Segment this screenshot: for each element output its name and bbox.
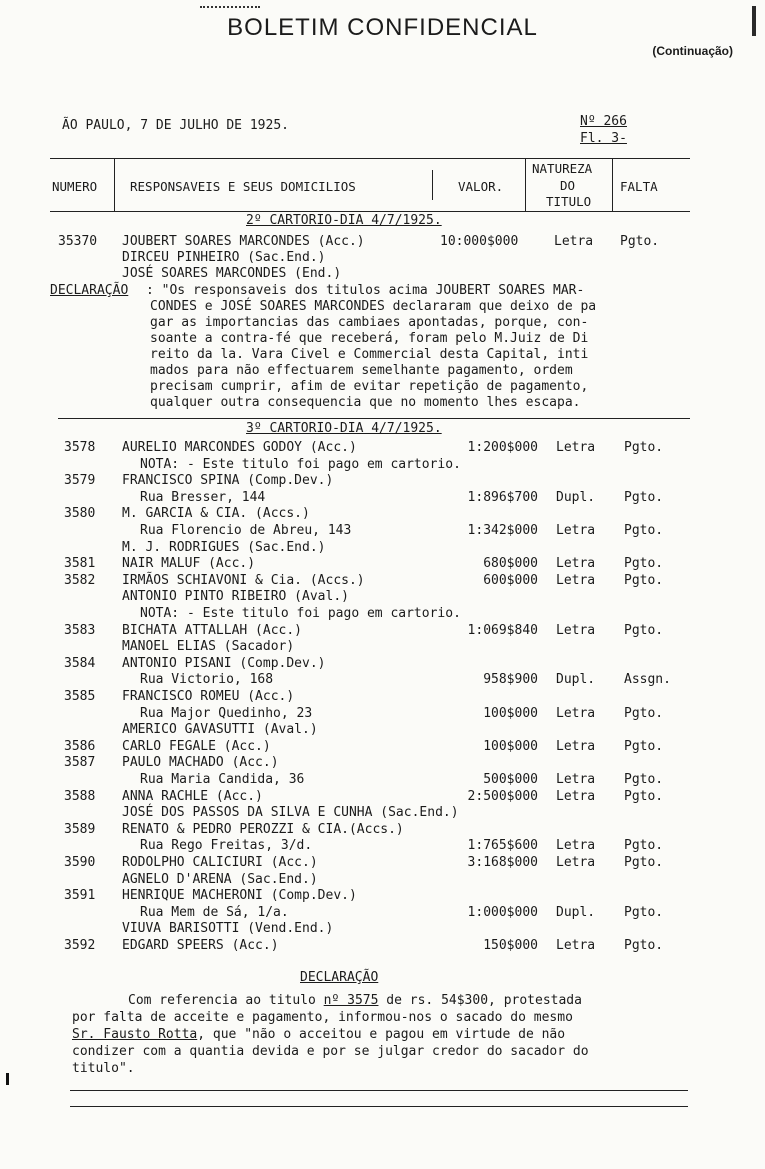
row-fault: Pgto. [624, 739, 664, 754]
row-responsible: Rua Mem de Sá, 1/a. [140, 905, 289, 920]
row-responsible: NOTA: - Este titulo foi pago em cartorio. [140, 457, 461, 472]
row-nature: Letra [556, 706, 596, 721]
header-bottom-rule [50, 211, 690, 212]
row-number: 3584 [64, 656, 96, 671]
section-2-title: 2º CARTORIO-DIA 4/7/1925. [246, 213, 442, 228]
row-number: 3586 [64, 739, 96, 754]
row-fault: Pgto. [624, 523, 664, 538]
declaracao-line: soante a contra-fé que receberá, foram pelo M.Juiz de Di [150, 331, 589, 346]
header-natureza-1: NATUREZA [532, 161, 593, 176]
row-number: 3580 [64, 506, 96, 521]
row-fault: Pgto. [624, 573, 664, 588]
row-fault: Pgto. [624, 440, 664, 455]
place-date: ÃO PAULO, 7 DE JULHO DE 1925. [62, 118, 289, 133]
row-fault: Pgto. [624, 490, 664, 505]
row-value: 1:000$000 [467, 905, 538, 920]
margin-ink-mark [6, 1073, 9, 1085]
row-responsible: NAIR MALUF (Acc.) [122, 556, 256, 571]
header-divider-2 [432, 170, 433, 200]
header-natureza-3: TITULO [546, 194, 592, 209]
row-responsible: BICHATA ATTALLAH (Acc.) [122, 623, 303, 638]
row-value: 1:896$700 [467, 490, 538, 505]
document-title: BOLETIM CONFIDENCIAL [227, 14, 538, 41]
final-declaracao-line: titulo". [72, 1061, 135, 1076]
row-number: 3579 [64, 473, 96, 488]
row-fault: Pgto. [624, 838, 664, 853]
bottom-rule-2 [70, 1106, 688, 1107]
row-responsible: MANOEL ELIAS (Sacador) [122, 639, 295, 654]
row-responsible: RENATO & PEDRO PEROZZI & CIA.(Accs.) [122, 822, 404, 837]
row-value: 100$000 [483, 739, 538, 754]
row-fault: Pgto. [624, 855, 664, 870]
header-falta: FALTA [620, 179, 658, 194]
row-fault: Pgto. [624, 706, 664, 721]
row-nature: Dupl. [556, 490, 596, 505]
row-responsible: AURELIO MARCONDES GODOY (Acc.) [122, 440, 357, 455]
row-fault: Pgto. [624, 789, 664, 804]
row-nature: Letra [556, 739, 596, 754]
row-nature: Letra [556, 938, 596, 953]
bottom-rule-1 [70, 1090, 688, 1091]
header-responsaveis: RESPONSAVEIS E SEUS DOMICILIOS [130, 179, 356, 194]
row-fault: Assgn. [624, 672, 671, 687]
row-nature: Letra [556, 838, 596, 853]
row-nature: Letra [556, 440, 596, 455]
row-nature: Dupl. [556, 905, 596, 920]
section-3-title: 3º CARTORIO-DIA 4/7/1925. [246, 421, 442, 436]
entry-responsible: JOSÉ SOARES MARCONDES (End.) [122, 266, 342, 281]
declaracao-line: CONDES e JOSÉ SOARES MARCONDES declararam que deixo de pa [150, 299, 597, 314]
final-declaracao-line: por falta de acceite e pagamento, informou-nos o sacado do mesmo [72, 1010, 573, 1025]
row-responsible: JOSÉ DOS PASSOS DA SILVA E CUNHA (Sac.End.) [122, 805, 459, 820]
row-fault: Pgto. [624, 623, 664, 638]
row-responsible: AMERICO GAVASUTTI (Aval.) [122, 722, 318, 737]
final-declaracao-line: Sr. Fausto Rotta, que "não o acceitou e pagou em virtude de não [72, 1027, 566, 1042]
row-value: 1:069$840 [467, 623, 538, 638]
continuation-label: (Continuação) [652, 44, 733, 58]
top-ink-mark [200, 0, 260, 8]
row-value: 958$900 [483, 672, 538, 687]
row-nature: Letra [556, 523, 596, 538]
row-value: 100$000 [483, 706, 538, 721]
row-number: 3585 [64, 689, 96, 704]
row-fault: Pgto. [624, 556, 664, 571]
row-value: 3:168$000 [467, 855, 538, 870]
header-top-rule [50, 158, 690, 159]
row-number: 3589 [64, 822, 96, 837]
row-responsible: NOTA: - Este titulo foi pago em cartorio. [140, 606, 461, 621]
declaracao-line: reito da la. Vara Civel e Commercial desta Capital, inti [150, 347, 589, 362]
header-divider-3 [525, 158, 526, 211]
row-responsible: ANTONIO PINTO RIBEIRO (Aval.) [122, 589, 349, 604]
sheet-number: Fl. 3- [580, 131, 627, 146]
row-number: 3587 [64, 755, 96, 770]
row-fault: Pgto. [624, 938, 664, 953]
declaracao-line: mados para não effectuarem semelhante pagamento, ordem [150, 363, 573, 378]
row-value: 680$000 [483, 556, 538, 571]
row-responsible: ANTONIO PISANI (Comp.Dev.) [122, 656, 326, 671]
declaracao-label: DECLARAÇÃO [50, 283, 129, 298]
entry-fault: Pgto. [620, 234, 660, 249]
declaracao-line: qualquer outra consequencia que no momento lhes escapa. [150, 395, 581, 410]
row-nature: Dupl. [556, 672, 596, 687]
row-value: 1:200$000 [467, 440, 538, 455]
row-value: 600$000 [483, 573, 538, 588]
row-responsible: Rua Victorio, 168 [140, 672, 274, 687]
row-number: 3583 [64, 623, 96, 638]
header-divider-1 [114, 158, 115, 211]
row-number: 3590 [64, 855, 96, 870]
entry-number: 35370 [58, 234, 98, 249]
row-responsible: VIUVA BARISOTTI (Vend.End.) [122, 921, 334, 936]
declaracao-line: : "Os responsaveis dos titulos acima JOUBERT SOARES MAR- [146, 283, 585, 298]
row-responsible: AGNELO D'ARENA (Sac.End.) [122, 872, 318, 887]
header-numero: NUMERO [52, 179, 98, 194]
row-number: 3591 [64, 888, 96, 903]
row-responsible: ANNA RACHLE (Acc.) [122, 789, 263, 804]
entry-nature: Letra [554, 234, 594, 249]
declaracao-line: gar as importancias das cambiaes apontadas, porque, con- [150, 315, 589, 330]
row-nature: Letra [556, 855, 596, 870]
final-declaracao-line: Com referencia ao titulo nº 3575 de rs. 54$300, protestada [128, 993, 582, 1008]
row-number: 3592 [64, 938, 96, 953]
entry-responsible: DIRCEU PINHEIRO (Sac.End.) [122, 250, 326, 265]
row-responsible: M. J. RODRIGUES (Sac.End.) [122, 540, 326, 555]
final-declaracao-title: DECLARAÇÃO [300, 970, 379, 985]
header-divider-4 [612, 158, 613, 211]
row-number: 3578 [64, 440, 96, 455]
row-responsible: HENRIQUE MACHERONI (Comp.Dev.) [122, 888, 357, 903]
declaracao-line: precisam cumprir, afim de evitar repetição de pagamento, [150, 379, 589, 394]
header-valor: VALOR. [458, 179, 504, 194]
row-responsible: Rua Maria Candida, 36 [140, 772, 305, 787]
row-value: 500$000 [483, 772, 538, 787]
row-responsible: EDGARD SPEERS (Acc.) [122, 938, 279, 953]
row-responsible: M. GARCIA & CIA. (Accs.) [122, 506, 310, 521]
row-responsible: FRANCISCO SPINA (Comp.Dev.) [122, 473, 334, 488]
row-number: 3581 [64, 556, 96, 571]
row-value: 2:500$000 [467, 789, 538, 804]
row-nature: Letra [556, 772, 596, 787]
section-rule [58, 418, 690, 419]
entry-responsible: JOUBERT SOARES MARCONDES (Acc.) [122, 234, 365, 249]
row-number: 3588 [64, 789, 96, 804]
row-value: 1:342$000 [467, 523, 538, 538]
row-value: 150$000 [483, 938, 538, 953]
row-nature: Letra [556, 573, 596, 588]
row-responsible: IRMÃOS SCHIAVONI & Cia. (Accs.) [122, 573, 365, 588]
row-responsible: Rua Florencio de Abreu, 143 [140, 523, 352, 538]
row-responsible: CARLO FEGALE (Acc.) [122, 739, 271, 754]
row-responsible: Rua Major Quedinho, 23 [140, 706, 313, 721]
row-fault: Pgto. [624, 772, 664, 787]
row-nature: Letra [556, 789, 596, 804]
final-declaracao-line: condizer com a quantia devida e por se julgar credor do sacador do [72, 1044, 589, 1059]
row-responsible: RODOLPHO CALICIURI (Acc.) [122, 855, 318, 870]
entry-value: 10:000$000 [440, 234, 519, 249]
row-responsible: Rua Bresser, 144 [140, 490, 266, 505]
row-number: 3582 [64, 573, 96, 588]
row-responsible: PAULO MACHADO (Acc.) [122, 755, 279, 770]
row-nature: Letra [556, 623, 596, 638]
row-fault: Pgto. [624, 905, 664, 920]
header-natureza-2: DO [560, 178, 576, 193]
row-nature: Letra [556, 556, 596, 571]
row-responsible: Rua Rego Freitas, 3/d. [140, 838, 313, 853]
bulletin-number: Nº 266 [580, 114, 627, 129]
row-responsible: FRANCISCO ROMEU (Acc.) [122, 689, 295, 704]
row-value: 1:765$600 [467, 838, 538, 853]
